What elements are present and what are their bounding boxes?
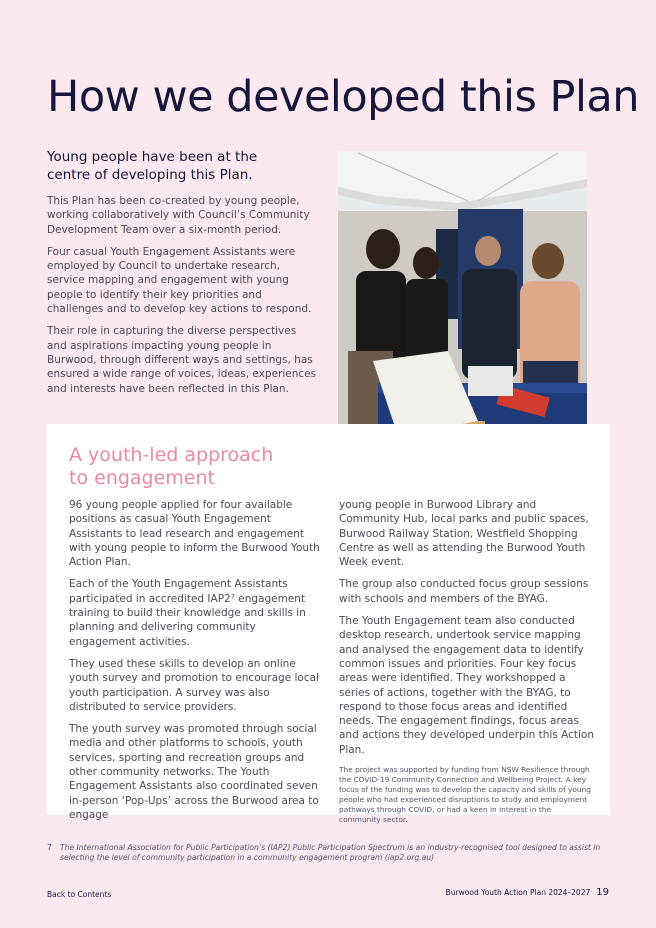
page-number: 19: [596, 887, 609, 898]
footer-page-info: [446, 887, 609, 898]
footnote: [47, 843, 607, 863]
card-paragraph: The youth survey was promoted through social media and other platforms to schools, youth services, sporting and recreation groups and other community networks. The Youth Engagement Assistants also coordinated seven in-person ‘Pop-Ups’ across the Burwood area to engage: [69, 723, 319, 821]
card-paragraph: They used these skills to develop an online youth survey and promotion to encourage local youth participation. A survey was also distributed to service providers.: [69, 657, 319, 713]
footnote-number: 7: [47, 843, 52, 852]
back-to-contents-link[interactable]: Back to Contents: [47, 890, 112, 899]
intro-heading: [47, 148, 317, 184]
youth-led-approach-card: [47, 424, 610, 825]
intro-paragraph: Four casual Youth Engagement Assistants were employed by Council to undertake research, service mapping and engagement with young people to identify their key priorities and challenges and to develop key actions to respond.: [47, 245, 312, 316]
intro-paragraph: Their role in capturing the diverse perspectives and aspirations impacting young people in Burwood, through different ways and settings, has ensured a wide range of voices, ideas, experiences and interests have been reflected in this Plan.: [47, 325, 317, 395]
card-heading-line1: A youth-led approach: [69, 444, 274, 466]
intro-heading-line2: centre of developing this Plan.: [47, 167, 253, 183]
card-paragraph: 96 young people applied for four available positions as casual Youth Engagement Assistants to lead research and engagement with young people to inform the Burwood Youth Action Plan.: [69, 499, 320, 569]
card-column-right: [339, 498, 595, 833]
intro-section: [47, 148, 317, 404]
card-paragraph: The group also conducted focus group sessions with schools and members of the BYAG.: [339, 578, 589, 605]
card-heading: [69, 444, 329, 490]
document-title: Burwood Youth Action Plan 2024–2027: [445, 888, 591, 897]
intro-heading-line1: Young people have been at the: [47, 149, 258, 165]
card-paragraph: The Youth Engagement team also conducted desktop research, undertook service mapping and analysed the engagement data to identify common issues and priorities. Four key focus areas were identified. They workshopped a series of actions, together with the BYAG, to respond to those focus areas and identified needs. The engagement findings, focus areas and actions they developed underpin this Action Plan.: [339, 615, 594, 756]
card-heading-line2: to engagement: [69, 467, 215, 489]
footnote-text: The International Association for Public Participation’s (IAP2) Public Participation Spectrum is an industry-recognised tool designed to assist in selecting the level of community participation in a community engagement program (iap2.org.au): [60, 843, 601, 862]
card-paragraph: Each of the Youth Engagement Assistants participated in accredited IAP2⁷ engagement training to build their knowledge and skills in planning and delivering community engagement activities.: [69, 578, 306, 648]
page-title: How we developed this Plan: [47, 72, 640, 122]
card-column-left: [69, 498, 324, 830]
funding-note: The project was supported by funding from NSW Resilience through the COVID-19 Community Connection and Wellbeing Project. A key focus of the funding was to develop the capacity and skills of young people who had experienced disruptions to study and employment pathways through COVID, or had a keen in interest in the community sector.: [339, 765, 591, 825]
card-paragraph: young people in Burwood Library and Community Hub, local parks and public spaces, Burwood Railway Station, Westfield Shopping Centre as well as attending the Burwood Youth Week event.: [339, 499, 589, 569]
intro-paragraph: This Plan has been co-created by young people, working collaboratively with Council’s Community Development Team over a six-month period.: [47, 195, 310, 236]
